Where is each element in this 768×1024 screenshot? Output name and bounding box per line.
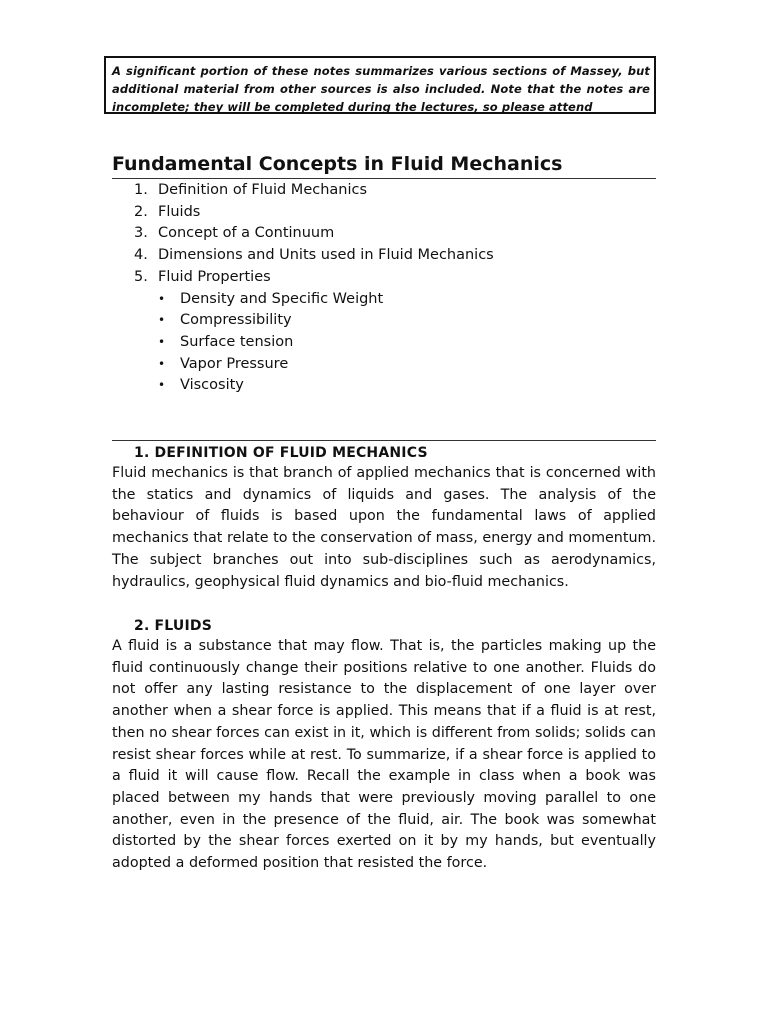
section-body-fluids: A fluid is a substance that may flow. That is, the particles making up the fluid continuously change their positions relative to one another. Fluids do not offer any lasting resistance to the displacement of one layer over another when a shear force is applied. This means that if a fluid is at rest, then no shear forces can exist in it, which is different from solids; solids can resist shear forces while at rest. To summarize, if a shear force is applied to a fluid it will cause flow. Recall the example in class when a book was placed between my hands that were previously moving parallel to one another, even in the presence of the fluid, air. The book was somewhat distorted by the shear forces exerted on it by my hands, but eventually adopted a deformed position that resisted the force. — [112, 638, 656, 872]
property-subitem — [158, 354, 494, 376]
contents-item-number: 3. — [134, 225, 148, 242]
section-divider — [112, 440, 656, 441]
property-subitem — [158, 332, 494, 354]
contents-item-number: 2. — [134, 203, 148, 220]
contents-item-label: Concept of a Continuum — [158, 225, 335, 242]
contents-list — [134, 180, 494, 397]
bullet-icon: • — [158, 334, 166, 349]
page-title: Fundamental Concepts in Fluid Mechanics — [112, 150, 656, 179]
property-subitem-label: Surface tension — [180, 333, 294, 350]
contents-item-label: Fluid Properties — [158, 268, 271, 285]
property-sublist — [134, 289, 494, 398]
contents-item-label: Fluids — [158, 203, 201, 220]
bullet-icon: • — [158, 378, 166, 393]
contents-item — [134, 245, 494, 267]
section-heading-definition: 1. DEFINITION OF FLUID MECHANICS — [134, 445, 428, 461]
contents-item-number: 5. — [134, 268, 148, 285]
bullet-icon: • — [158, 291, 166, 306]
contents-item-number: 1. — [134, 182, 148, 198]
property-subitem-label: Viscosity — [180, 377, 244, 394]
bullet-icon: • — [158, 313, 166, 328]
section-heading-fluids: 2. FLUIDS — [134, 618, 213, 634]
property-subitem — [158, 375, 494, 397]
section-body-definition: Fluid mechanics is that branch of applied mechanics that is concerned with the statics and dynamics of liquids and gases. The analysis of the behaviour of fluids is based upon the fundamental laws of applied mechanics that relate to the conservation of mass, energy and momentum. The subject branches out into sub-disciplines such as aerodynamics, hydraulics, geophysical fluid dynamics and bio-fluid mechanics. — [112, 465, 656, 590]
bullet-icon: • — [158, 356, 166, 371]
notice-box — [104, 56, 656, 114]
contents-item-label: Dimensions and Units used in Fluid Mechanics — [158, 247, 494, 264]
contents-item-label: Definition of Fluid Mechanics — [158, 182, 368, 198]
property-subitem-label: Compressibility — [180, 312, 292, 329]
notice-text: A significant portion of these notes summarizes various sections of Massey, but additional material from other sources is also included. Note that the notes are incomplete; they will be completed during the lectures, so please attend — [112, 64, 650, 114]
property-subitem — [158, 310, 494, 332]
contents-item-number: 4. — [134, 247, 148, 264]
property-subitem — [158, 289, 494, 311]
contents-item — [134, 267, 494, 397]
property-subitem-label: Vapor Pressure — [180, 355, 289, 372]
contents-item — [134, 223, 494, 245]
property-subitem-label: Density and Specific Weight — [180, 290, 384, 307]
contents-item — [134, 180, 494, 202]
contents-item — [134, 202, 494, 224]
